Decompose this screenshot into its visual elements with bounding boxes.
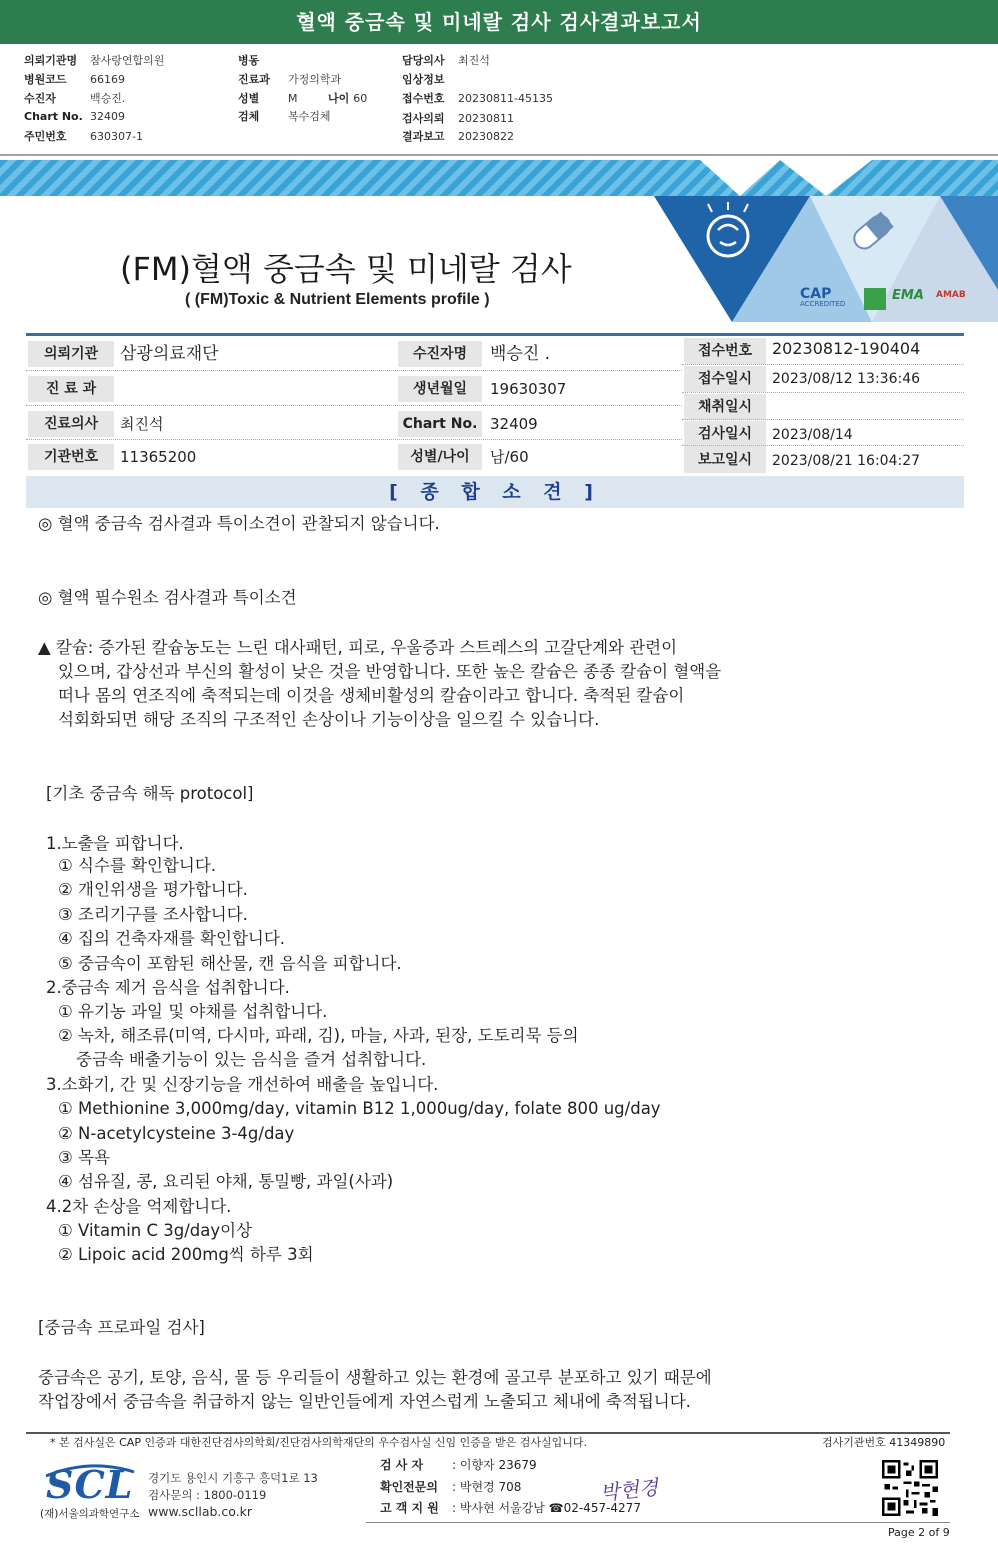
test-subtitle: ( (FM)Toxic & Nutrient Elements profile ) — [185, 291, 490, 308]
body-line: ① 유기농 과일 및 야채를 섭취합니다. — [58, 1002, 328, 1021]
body-line: 4.2차 손상을 억제합니다. — [46, 1197, 232, 1216]
staff-row: 고 객 지 원 : 박사현 서울강남 ☎02-457-4277 — [380, 1501, 641, 1515]
body-line: ④ 섬유질, 콩, 요리된 야채, 통밀빵, 과일(사과) — [58, 1172, 394, 1191]
info-row: 의뢰기관명 참사랑연합의원 — [24, 54, 165, 67]
patient-label: 검사일시 — [684, 421, 766, 447]
info-row: 진료과 가정의학과 — [238, 73, 342, 86]
body-line: ◎ 혈액 중금속 검사결과 특이소견이 관찰되지 않습니다. — [38, 514, 440, 533]
body-line: 중금속 배출기능이 있는 음식을 즐겨 섭취합니다. — [76, 1050, 427, 1069]
row-divider — [26, 370, 682, 371]
patient-value: 삼광의료재단 — [120, 344, 219, 364]
body-line: ⑤ 중금속이 포함된 해산물, 캔 음식을 피합니다. — [58, 954, 402, 973]
patient-value: 남/60 — [490, 448, 529, 466]
body-line: 1.노출을 피합니다. — [46, 834, 184, 853]
body-line: ① 식수를 확인합니다. — [58, 856, 217, 875]
amab-logo: AMAB — [936, 290, 966, 300]
patient-label: 생년월일 — [398, 376, 482, 402]
patient-value: 최진석 — [120, 415, 164, 433]
staff-row: 확인전문의 : 박현경 708 — [380, 1480, 522, 1494]
body-line: ② 개인위생을 평가합니다. — [58, 880, 248, 899]
patient-value: 백승진 . — [490, 344, 551, 364]
patient-label: 수진자명 — [398, 341, 482, 367]
org-website[interactable]: www.scllab.co.kr — [148, 1504, 253, 1519]
info-row: 병원코드 66169 — [24, 73, 125, 86]
row-divider — [682, 392, 964, 393]
body-line: 2.중금속 제거 음식을 섭취합니다. — [46, 978, 290, 997]
body-line: 중금속은 공기, 토양, 음식, 물 등 우리들이 생활하고 있는 환경에 골고루 분포하고 있기 때문에 — [38, 1368, 712, 1387]
body-line: ③ 조리기구를 조사합니다. — [58, 905, 248, 924]
body-line: ③ 목욕 — [58, 1148, 110, 1167]
info-row: 담당의사 최진석 — [402, 54, 490, 67]
info-row: 접수번호 20230811-45135 — [402, 92, 553, 105]
info-row: 성별 M — [238, 92, 298, 105]
patient-label: 기관번호 — [28, 444, 114, 470]
test-title: (FM)혈액 중금속 및 미네랄 검사 — [120, 250, 572, 288]
info-row: 주민번호 630307-1 — [24, 130, 143, 143]
staff-row: 검 사 자 : 이향자 23679 — [380, 1458, 537, 1472]
patient-value: 32409 — [490, 415, 538, 433]
patient-value: 19630307 — [490, 380, 567, 398]
patient-label: 채취일시 — [684, 394, 766, 420]
body-line: [기초 중금속 해독 protocol] — [46, 784, 254, 803]
patient-label: 성별/나이 — [398, 444, 482, 470]
row-divider — [682, 364, 964, 365]
qr-code-icon[interactable] — [882, 1460, 938, 1516]
patient-value: 2023/08/12 13:36:46 — [772, 371, 921, 387]
body-line: 석회화되면 해당 조직의 구조적인 손상이나 기능이상을 일으킬 수 있습니다. — [58, 710, 600, 729]
patient-label: 진 료 과 — [28, 376, 114, 402]
patient-value: 20230812-190404 — [772, 339, 921, 358]
patient-value: 2023/08/21 16:04:27 — [772, 453, 921, 469]
age-row: 나이 60 — [328, 92, 368, 105]
body-line: ① Methionine 3,000mg/day, vitamin B12 1,000ug/day, folate 800 ug/day — [58, 1099, 661, 1118]
footer-bottom-divider — [366, 1522, 950, 1523]
ema-logo: EMA — [892, 288, 924, 303]
body-line: ① Vitamin C 3g/day이상 — [58, 1221, 253, 1240]
scl-logo: SCL — [46, 1462, 134, 1507]
body-line: ② N-acetylcysteine 3-4g/day — [58, 1124, 295, 1143]
row-divider — [682, 419, 964, 420]
body-line: ② 녹차, 해조류(미역, 다시마, 파래, 김), 마늘, 사과, 된장, 도토리묵 등의 — [58, 1026, 579, 1045]
patient-label: 보고일시 — [684, 447, 766, 473]
summary-section-title: [ 종 합 소 견 ] — [26, 476, 964, 508]
info-row: 수진자 백승진. — [24, 92, 126, 105]
body-line: 작업장에서 중금속을 취급하지 않는 일반인들에게 자연스럽게 노출되고 체내에 축적됩니다. — [38, 1392, 691, 1411]
patient-label: 의뢰기관 — [28, 341, 114, 367]
org-address: 경기도 용인시 기흥구 흥덕1로 13 — [148, 1471, 318, 1485]
doctor-signature: 박현경 — [599, 1475, 660, 1505]
info-row: 병동 — [238, 54, 260, 67]
patient-value: 11365200 — [120, 448, 197, 466]
body-line: 3.소화기, 간 및 신장기능을 개선하여 배출을 높입니다. — [46, 1075, 439, 1094]
org-name: (재)서울의과학연구소 — [40, 1508, 140, 1520]
body-line: ◎ 혈액 필수원소 검사결과 특이소견 — [38, 588, 297, 607]
info-row: 검사의뢰 20230811 — [402, 112, 514, 125]
org-inquiry: 검사문의 : 1800-0119 — [148, 1488, 267, 1502]
org-number: 검사기관번호 41349890 — [822, 1436, 946, 1449]
request-info-block — [0, 44, 998, 156]
info-row: Chart No. 32409 — [24, 110, 125, 123]
row-divider — [26, 439, 682, 440]
patient-value: 2023/08/14 — [772, 427, 853, 443]
patient-label: Chart No. — [398, 411, 482, 437]
cap-sub-label: ACCREDITED — [800, 300, 846, 308]
page-number: Page 2 of 9 — [888, 1526, 950, 1539]
info-row: 결과보고 20230822 — [402, 130, 514, 143]
info-row: 검체 복수검체 — [238, 110, 331, 123]
body-line: 있으며, 갑상선과 부신의 활성이 낮은 것을 반영합니다. 또한 높은 칼슘은 종종 칼슘이 혈액을 — [58, 662, 722, 681]
cap-logo: CAP — [800, 286, 832, 302]
patient-label: 접수번호 — [684, 338, 766, 364]
patient-label: 진료의사 — [28, 411, 114, 437]
info-row: 임상정보 — [402, 73, 445, 86]
report-banner-title: 혈액 중금속 및 미네랄 검사 검사결과보고서 — [0, 0, 998, 44]
body-line: 떠나 몸의 연조직에 축적되는데 이것을 생체비활성의 칼슘이라고 합니다. 축적된 칼슘이 — [58, 686, 685, 705]
row-divider — [26, 405, 682, 406]
body-line: ④ 집의 건축자재를 확인합니다. — [58, 929, 286, 948]
body-line: ② Lipoic acid 200mg씩 하루 3회 — [58, 1245, 314, 1264]
body-line: [중금속 프로파일 검사] — [38, 1318, 205, 1337]
patient-label: 접수일시 — [684, 366, 766, 392]
body-line: ▲ 칼슘: 증가된 칼슘농도는 느린 대사패턴, 피로, 우울증과 스트레스의 고갈단계와 관련이 — [38, 638, 678, 657]
row-divider — [682, 445, 964, 446]
accreditation-note: * 본 검사실은 CAP 인증과 대한진단검사의학회/진단검사의학재단의 우수검사실 신임 인증을 받은 검사실입니다. — [50, 1436, 588, 1449]
lm-logo-icon — [864, 288, 886, 310]
